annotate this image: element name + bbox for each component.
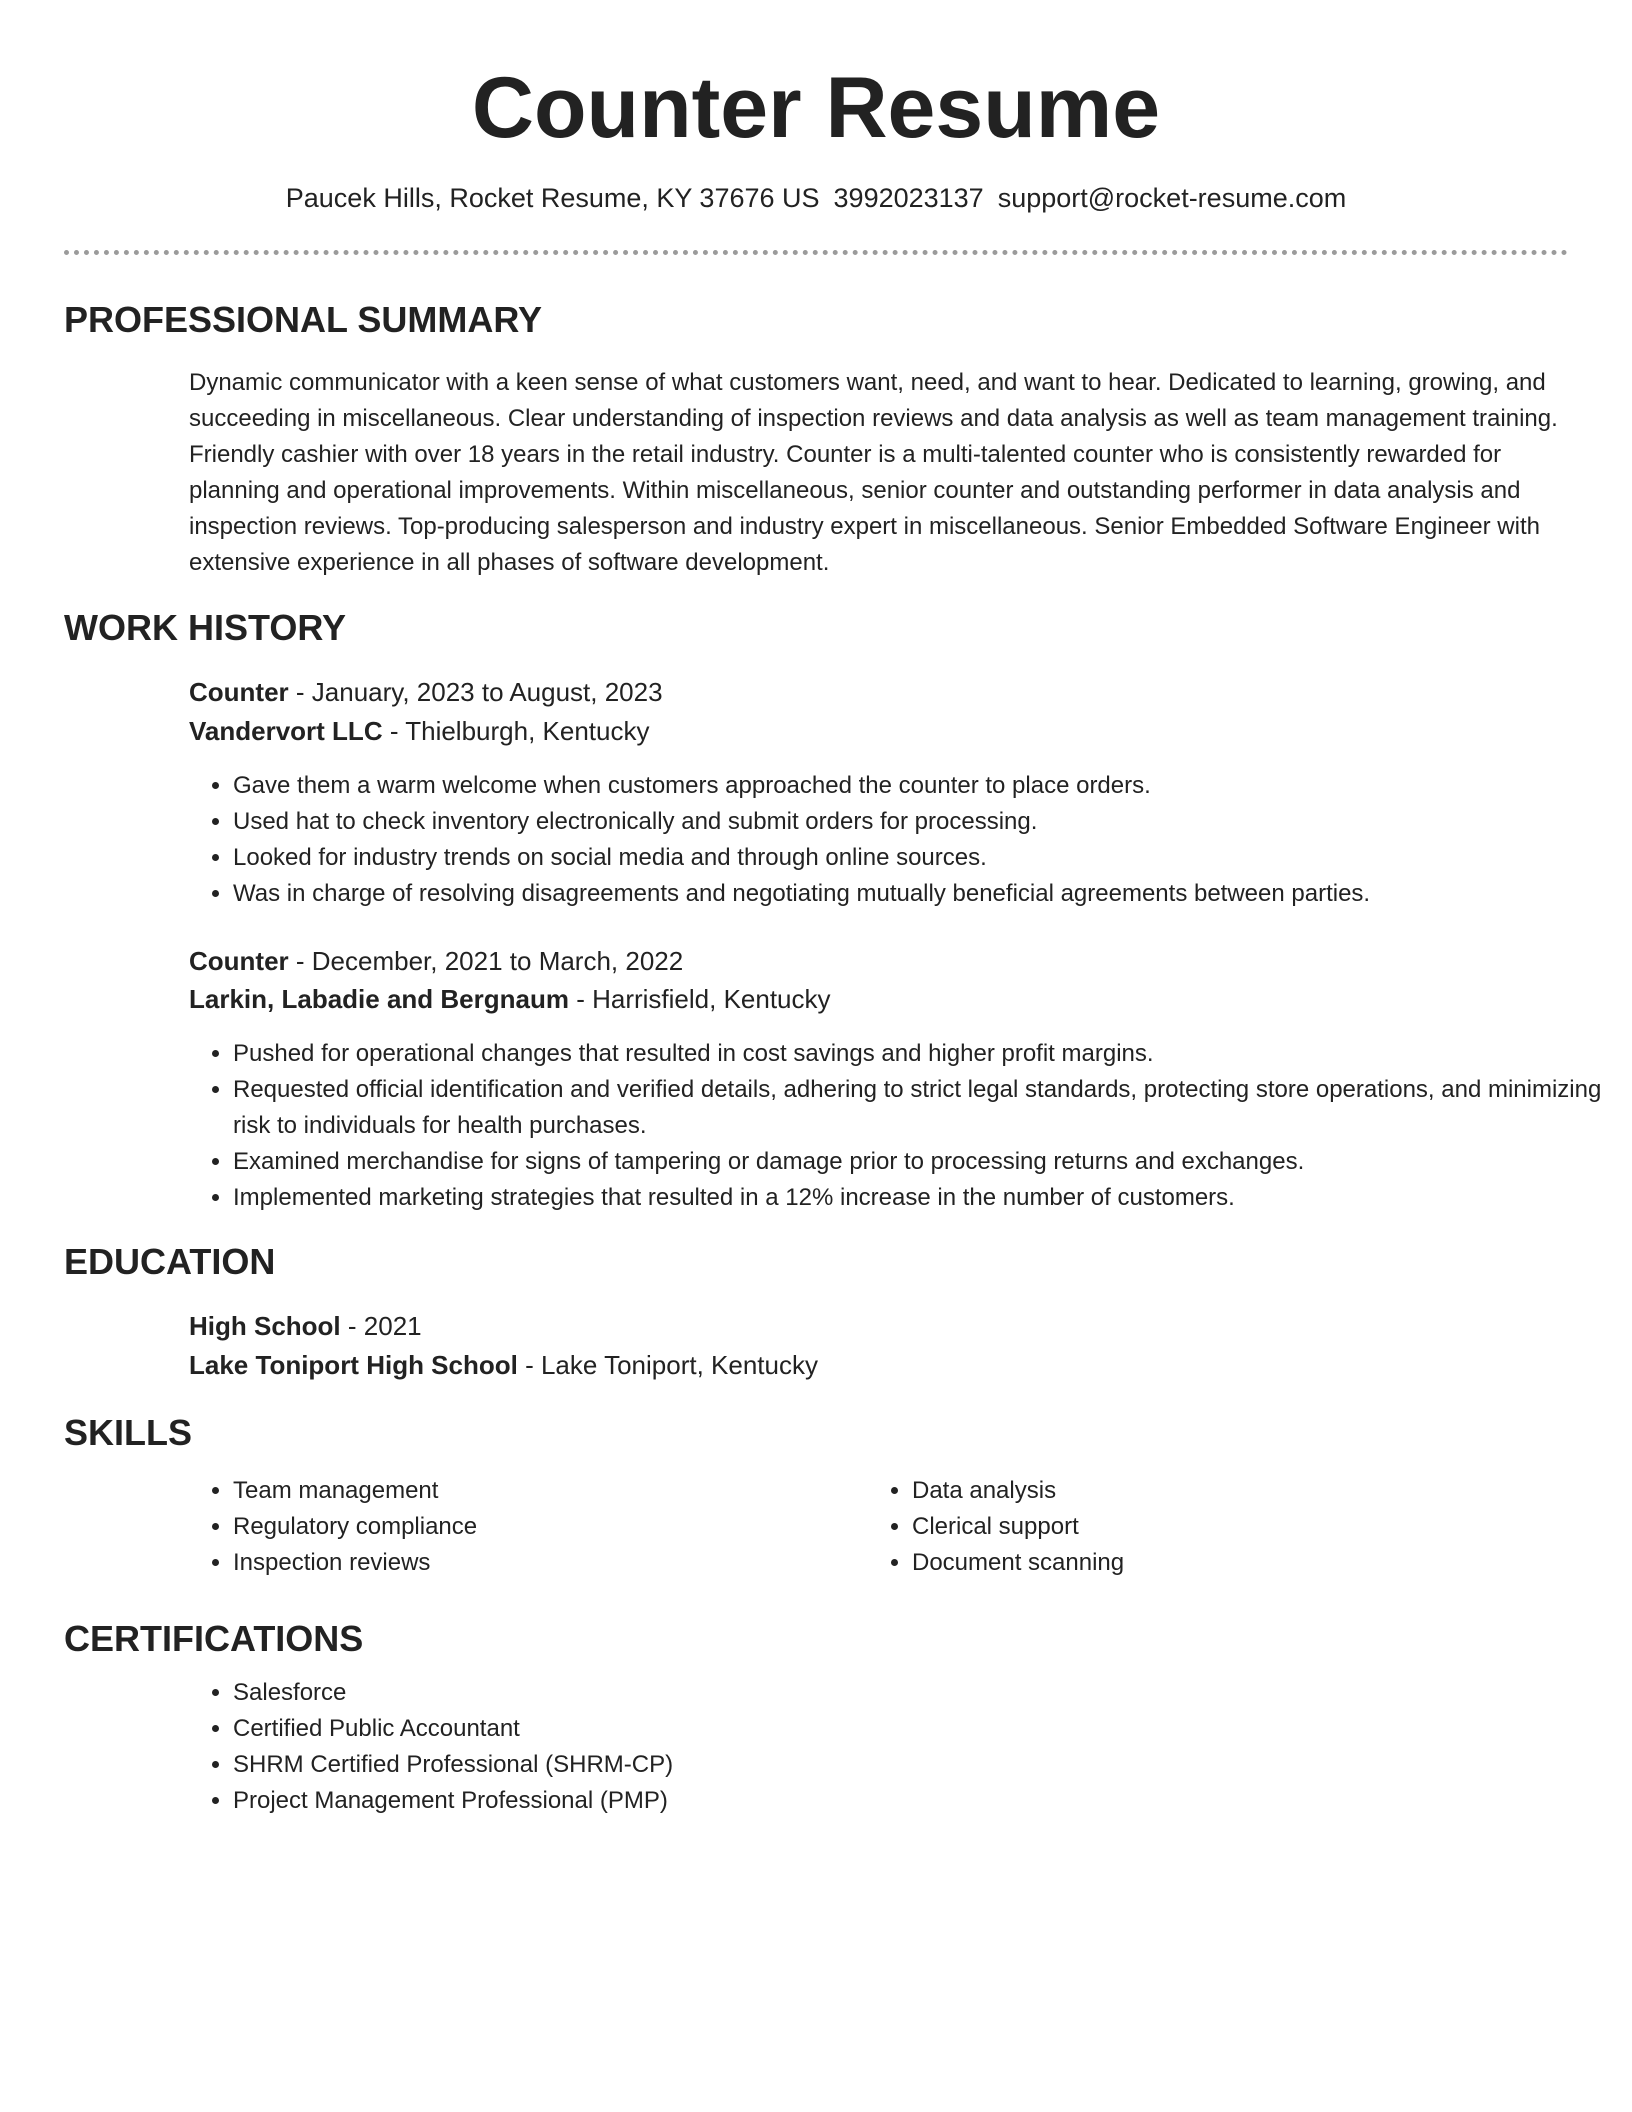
- job-1-title: Counter: [189, 677, 289, 707]
- certifications-list: [189, 1675, 1613, 1819]
- list-item: • Implemented marketing strategies that resulted in a 12% increase in the number of customers.: [233, 1180, 1613, 1216]
- list-item: • Team management: [233, 1473, 873, 1509]
- education-year: - 2021: [340, 1311, 422, 1341]
- job-2-bullets: [189, 1036, 1613, 1216]
- list-item: • Inspection reviews: [233, 1545, 873, 1581]
- education-heading: EDUCATION: [64, 1241, 276, 1282]
- list-item: • Looked for industry trends on social media and through online sources.: [233, 840, 1613, 876]
- job-1-location: - Thielburgh, Kentucky: [382, 716, 650, 746]
- job-1-title-line: [189, 674, 663, 710]
- education-school-line: [189, 1347, 818, 1383]
- education-school: Lake Toniport High School: [189, 1350, 518, 1380]
- list-item: • Regulatory compliance: [233, 1509, 873, 1545]
- education-degree-line: [189, 1308, 422, 1344]
- list-item: • Document scanning: [912, 1545, 1552, 1581]
- skills-heading: SKILLS: [64, 1412, 193, 1453]
- list-item: • Project Management Professional (PMP): [233, 1783, 1613, 1819]
- contact-line: [0, 180, 1632, 216]
- education-degree: High School: [189, 1311, 341, 1341]
- list-item: • Salesforce: [233, 1675, 1613, 1711]
- list-item: • Examined merchandise for signs of tampering or damage prior to processing returns and exchanges.: [233, 1144, 1613, 1180]
- list-item: • Data analysis: [912, 1473, 1552, 1509]
- list-item: • Used hat to check inventory electronically and submit orders for processing.: [233, 804, 1613, 840]
- list-item: • Was in charge of resolving disagreements and negotiating mutually beneficial agreements between parties.: [233, 876, 1613, 912]
- contact-phone: 3992023137: [833, 183, 984, 213]
- header-divider: [64, 250, 1568, 255]
- work-history-heading: WORK HISTORY: [64, 607, 347, 648]
- job-2-title: Counter: [189, 946, 289, 976]
- list-item: • Requested official identification and verified details, adhering to strict legal standards, protecting store operations, and minimizing risk to individuals for health purchases.: [233, 1072, 1613, 1144]
- skills-right-list: [868, 1473, 1552, 1581]
- list-item: • Gave them a warm welcome when customers approached the counter to place orders.: [233, 768, 1613, 804]
- job-2-company-line: [189, 981, 831, 1017]
- job-1-company: Vandervort LLC: [189, 716, 383, 746]
- contact-email: support@rocket-resume.com: [997, 183, 1347, 213]
- list-item: • Pushed for operational changes that resulted in cost savings and higher profit margins.: [233, 1036, 1613, 1072]
- job-1-bullets: [189, 768, 1613, 912]
- list-item: • Certified Public Accountant: [233, 1711, 1613, 1747]
- education-location: - Lake Toniport, Kentucky: [517, 1350, 818, 1380]
- contact-address: Paucek Hills, Rocket Resume, KY 37676 US: [285, 183, 820, 213]
- job-2-dates: - December, 2021 to March, 2022: [288, 946, 684, 976]
- summary-text: Dynamic communicator with a keen sense of what customers want, need, and want to hear. Dedicated to learning, growing, and succeeding in miscellaneous. Clear understanding of inspection reviews and data analysis as well as team management training. Friendly cashier with over 18 years in the retail industry. Counter is a multi-talented counter who is consistently rewarded for planning and operational improvements. Within miscellaneous, senior counter and outstanding performer in data analysis and inspection reviews. Top-producing salesperson and industry expert in miscellaneous. Senior Embedded Software Engineer with extensive experience in all phases of software development.: [189, 369, 1558, 576]
- skills-left-list: [189, 1473, 873, 1581]
- resume-title: Counter Resume: [471, 60, 1161, 156]
- certifications-heading: CERTIFICATIONS: [64, 1618, 364, 1659]
- job-2-title-line: [189, 943, 683, 979]
- job-1-dates: - January, 2023 to August, 2023: [288, 677, 663, 707]
- job-1-company-line: [189, 713, 649, 749]
- list-item: • SHRM Certified Professional (SHRM-CP): [233, 1747, 1613, 1783]
- job-2-location: - Harrisfield, Kentucky: [568, 984, 831, 1014]
- list-item: • Clerical support: [912, 1509, 1552, 1545]
- job-2-company: Larkin, Labadie and Bergnaum: [189, 984, 569, 1014]
- summary-heading: PROFESSIONAL SUMMARY: [64, 299, 543, 340]
